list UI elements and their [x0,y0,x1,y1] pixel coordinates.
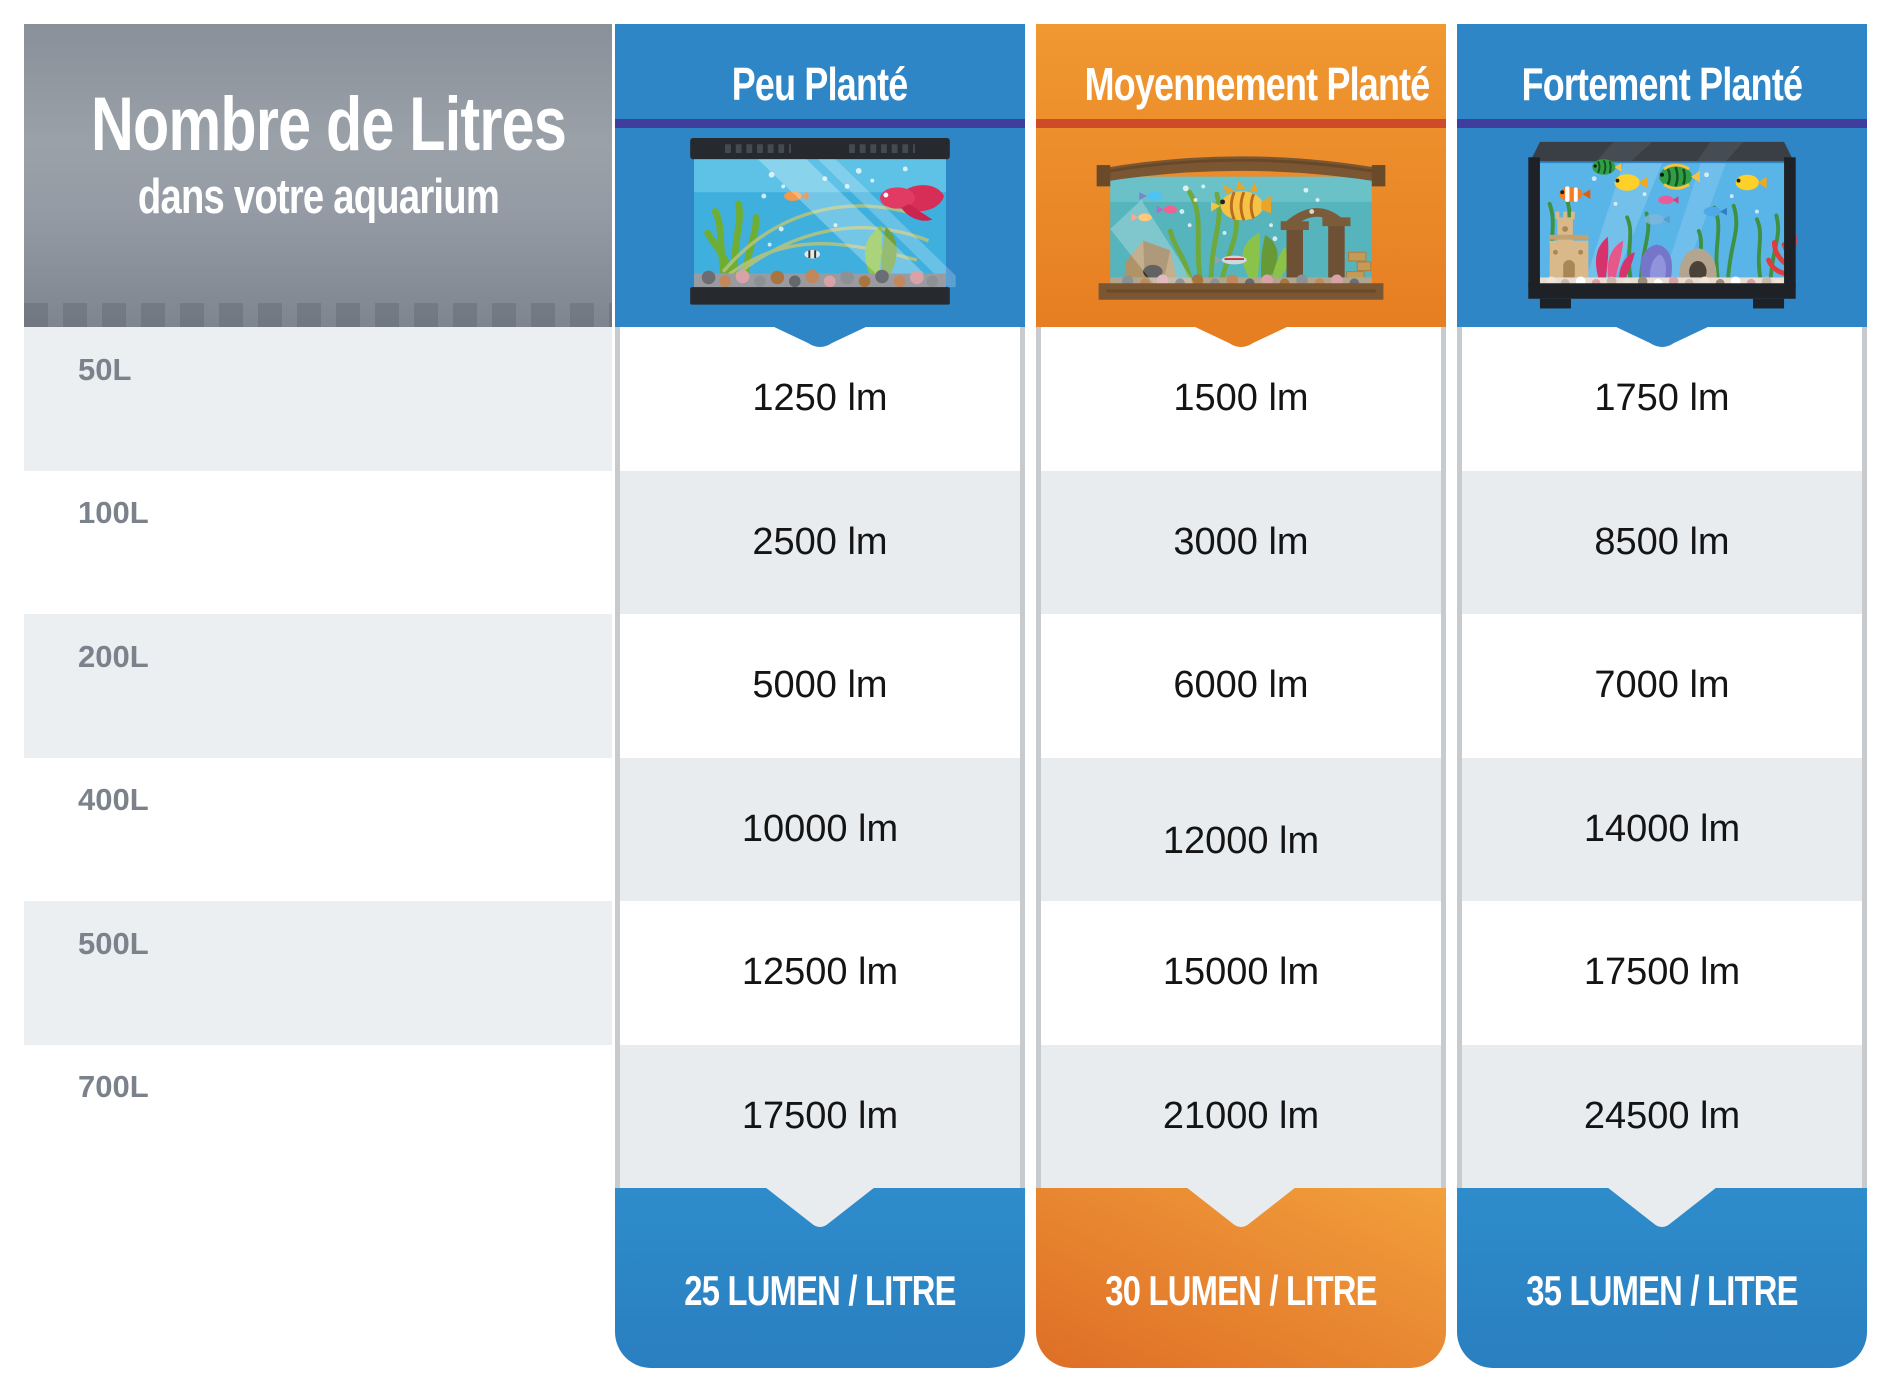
header-pointer-notch [772,326,868,351]
column-body-moyennement-plante [1036,327,1446,1188]
column-underline [1036,119,1446,128]
cell-700l-moyen: 21000 lm [1041,1045,1441,1189]
row-label-700l: 700L [78,1069,149,1104]
cell-400l-moyen: 12000 lm [1041,758,1441,902]
row-label-200l: 200L [78,639,149,674]
cell-50l-peu: 1250 lm [752,377,888,420]
column-title: Fortement Planté [1521,58,1803,110]
cell-100l-moyen: 3000 lm [1041,471,1441,615]
cell-400l-fort: 14000 lm [1462,758,1862,902]
row-band-200l [24,614,612,758]
cell-500l-fort: 17500 lm [1583,951,1741,994]
cell-500l-moyen: 15000 lm [1162,951,1320,994]
row-label-400l: 400L [78,782,149,817]
column-underline [1457,119,1867,128]
lumen-per-litre-label: 35 LUMEN / LITRE [1526,1267,1798,1314]
column-moyennement-plante [1036,24,1446,1368]
column-peu-plante [615,24,1025,1368]
footer-pointer-notch [765,1187,875,1233]
column-footer-peu-plante [615,1188,1025,1368]
row-band-50l [24,327,612,471]
column-footer-fortement-plante [1457,1188,1867,1368]
page-subtitle-text: dans votre aquarium [137,170,499,224]
row-label-500l: 500L [78,926,149,961]
cell-50l-moyen: 1500 lm [1173,377,1309,420]
litres-header-box [24,24,612,327]
cell-100l-peu: 2500 lm [620,471,1020,615]
column-underline [615,119,1025,128]
column-header-moyennement-plante [1036,24,1446,327]
cell-400l-peu: 10000 lm [620,758,1020,902]
header-pointer-notch [1614,326,1710,351]
row-band-500l [24,901,612,1045]
footer-pointer-notch [1186,1187,1296,1233]
cell-200l-peu: 5000 lm [752,664,888,707]
cell-700l-peu: 17500 lm [620,1045,1020,1189]
page-title [24,82,612,167]
lumen-per-litre-label: 30 LUMEN / LITRE [1105,1267,1377,1314]
column-title: Peu Planté [732,58,908,110]
footer-pointer-notch [1607,1187,1717,1233]
moderately-planted-aquarium-icon [1076,136,1406,322]
column-footer-moyennement-plante [1036,1188,1446,1368]
page-subtitle [24,170,612,224]
page-title-text: Nombre de Litres [90,82,567,167]
column-header-peu-plante [615,24,1025,327]
cell-500l-peu: 12500 lm [741,951,899,994]
heavily-planted-aquarium-icon [1507,136,1817,322]
cell-700l-fort: 24500 lm [1462,1045,1862,1189]
cell-100l-fort: 8500 lm [1462,471,1862,615]
column-fortement-plante [1457,24,1867,1368]
decorative-dots-strip [24,303,612,327]
cell-50l-fort: 1750 lm [1594,377,1730,420]
column-header-fortement-plante [1457,24,1867,327]
row-label-100l: 100L [78,495,149,530]
column-title: Moyennement Planté [1084,58,1430,110]
column-body-fortement-plante [1457,327,1867,1188]
lumen-per-litre-label: 25 LUMEN / LITRE [684,1267,956,1314]
cell-200l-moyen: 6000 lm [1173,664,1309,707]
header-pointer-notch [1193,326,1289,351]
lightly-planted-aquarium-icon [665,136,975,322]
row-label-50l: 50L [78,352,132,387]
cell-200l-fort: 7000 lm [1594,664,1730,707]
column-body-peu-plante [615,327,1025,1188]
